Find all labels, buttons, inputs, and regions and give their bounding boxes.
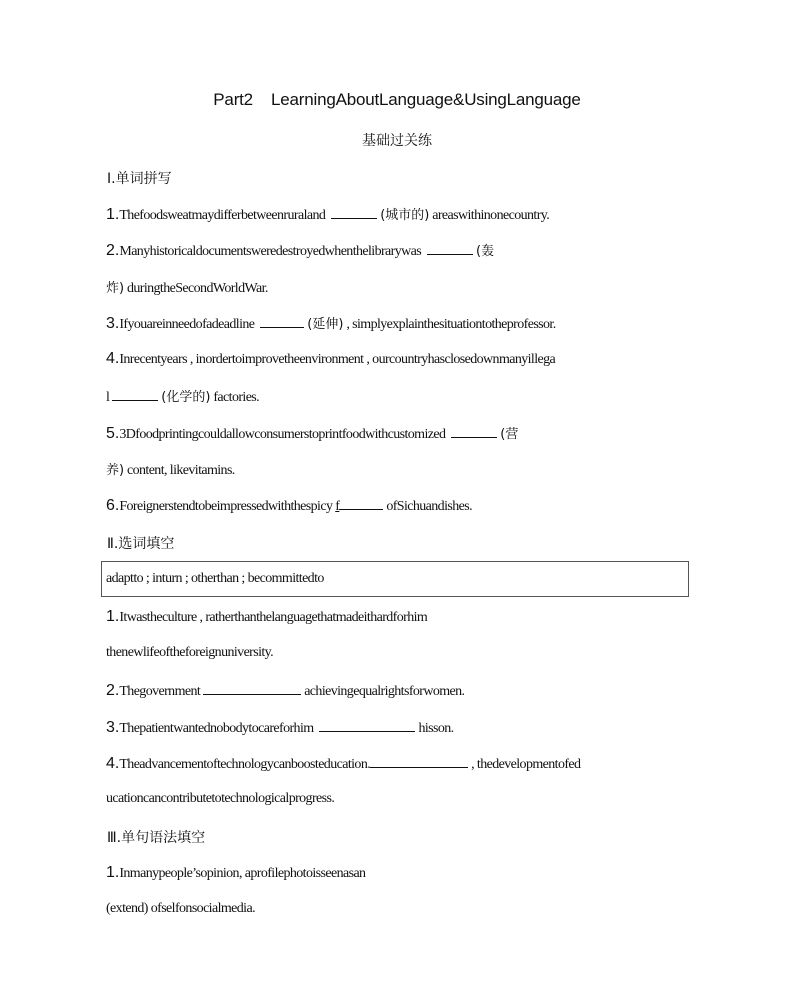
question-2-2 [106,681,464,700]
section-heading-grammar-fill: Ⅲ.单句语法填空 [107,830,206,846]
question-text: Foreignerstendtobeimpressedwiththespicy [119,499,333,514]
question-text-end: ofSichuandishes. [386,499,472,514]
answer-blank[interactable] [203,681,301,695]
question-3-1 [106,864,365,882]
question-number: 5. [106,425,120,442]
question-text: Thepatientwantednobodytocareforhim [119,721,314,736]
question-text-end: achievingequalrightsforwomen. [304,684,465,699]
section-heading-spelling: Ⅰ.单词拼写 [107,171,172,187]
answer-blank[interactable] [339,496,383,510]
chinese-hint: (延伸) [307,317,344,332]
question-number: 3. [106,719,120,736]
question-number: 4. [106,350,120,367]
question-2-3 [106,718,454,737]
question-number: 1. [106,206,120,223]
question-3-1-cont [106,901,255,917]
question-text-cont: thenewlifeoftheforeignuniversity. [106,645,274,660]
question-text-cont: ucationcancontributetotechnologicalprogress. [106,791,335,806]
chinese-hint: (化学的) [161,390,211,405]
question-text: Thefoodsweatmaydifferbetweenruraland [119,208,326,223]
answer-blank[interactable] [319,718,415,732]
answer-blank[interactable] [370,754,468,768]
question-text: Inmanypeople’sopinion, aprofilephotoisseenasan [119,866,366,881]
chinese-hint: (城市的) [380,208,430,223]
page-title: Part2 LearningAboutLanguage&UsingLanguage [213,90,581,109]
question-number: 2. [106,242,120,259]
question-1-3 [106,313,556,333]
question-text-mid: , thedevelopmentofed [471,757,581,772]
question-text: Itwastheculture , ratherthanthelanguagethatmadeithardforhim [119,610,428,625]
question-text-end: areaswithinonecountry. [432,208,550,223]
question-1-5 [106,423,518,443]
chinese-hint: (营 [500,427,519,442]
question-2-4 [106,754,580,773]
question-2-1 [106,608,427,626]
answer-blank[interactable] [331,205,377,219]
chinese-hint-cont: 炸) [106,281,125,296]
question-1-1 [106,204,549,224]
chinese-hint-cont: 养) [106,463,125,478]
question-number: 1. [106,864,120,881]
question-number: 4. [106,755,120,772]
question-text-cont: l [106,390,110,405]
question-text-end: , simplyexplainthesituationtotheprofessor. [346,317,556,332]
question-number: 3. [106,315,120,332]
word-bank-text: adaptto ; inturn ; otherthan ; becommittedto [106,571,324,586]
question-1-5-cont [106,459,235,479]
question-number: 6. [106,497,120,514]
answer-blank[interactable] [112,387,158,401]
answer-blank[interactable] [451,424,497,438]
question-text: Theadvancementoftechnologycanboosteducation. [119,757,371,772]
question-text-end: duringtheSecondWorldWar. [126,281,268,296]
chinese-hint: (轰 [476,244,495,259]
question-2-1-cont [106,645,273,661]
question-1-4-cont [106,386,259,406]
question-text: Thegovernment [119,684,201,699]
question-text: Ifyouareinneedofadeadline [119,317,255,332]
section-heading-word-choice: Ⅱ.选词填空 [107,536,175,552]
question-text: Inrecentyears , inordertoimprovetheenvironment , ourcountryhasclosedownmanyillega [119,352,556,367]
question-2-4-cont [106,791,334,807]
question-1-2 [106,240,494,260]
answer-blank[interactable] [427,241,473,255]
question-number: 2. [106,682,120,699]
question-text-end: hisson. [418,721,454,736]
question-1-2-cont [106,277,268,297]
question-number: 1. [106,608,120,625]
question-1-4 [106,350,555,368]
question-text: Manyhistoricaldocumentsweredestroyedwhenthelibrarywas [119,244,422,259]
question-text-cont: (extend) ofselfonsocialmedia. [106,901,255,916]
page-subtitle: 基础过关练 [362,133,432,149]
question-text: 3Dfoodprintingcouldallowconsumerstoprintfoodwithcustomized [119,427,446,442]
question-1-6 [106,496,472,515]
question-text-end: factories. [213,390,260,405]
question-text-end: content, likevitamins. [126,463,235,478]
first-letter-hint: f [335,499,340,514]
word-bank-box [101,561,689,597]
answer-blank[interactable] [260,314,304,328]
